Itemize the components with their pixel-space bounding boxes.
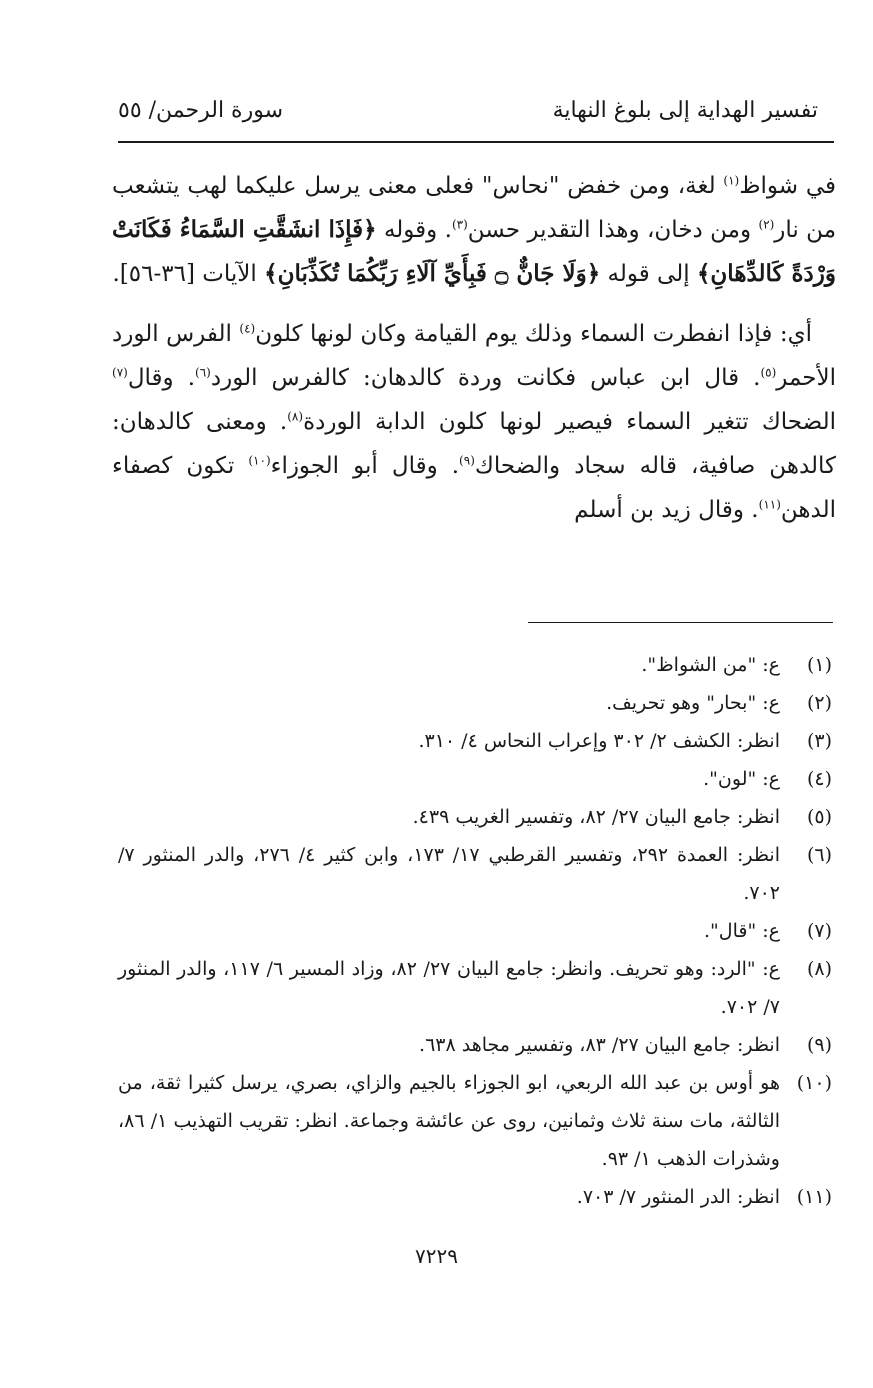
footnote-number: (١١) — [796, 1186, 832, 1208]
footnote-text: انظر: العمدة ٢٩٢، وتفسير القرطبي ١٧/ ١٧٣، وابن كثير ٤/ ٢٧٦، والدر المنثور ٧/ ٧٠٢. — [118, 844, 780, 904]
footnote-text: انظر: جامع البيان ٢٧/ ٨٣، وتفسير مجاهد ٦٣٨. — [419, 1034, 780, 1056]
quran-verse: ﴿فَإِذَا انشَقَّتِ السَّمَاءُ فَكَانَتْ وَرْدَةً كَالدِّهَانِ﴾ — [112, 216, 836, 287]
footnote-ref: (١١) — [758, 497, 781, 512]
footnote-ref: (٢) — [758, 217, 775, 232]
quran-verse: ﴿وَلَا جَانٌّ ۝ فَبِأَيِّ آلَاءِ رَبِّكُمَا تُكَذِّبَانِ﴾ — [264, 260, 601, 287]
footnote-item — [118, 798, 832, 836]
footnote-text: انظر: الكشف ٢/ ٣٠٢ وإعراب النحاس ٤/ ٣١٠. — [418, 730, 780, 752]
footnote-item — [118, 1064, 832, 1178]
footnote-item — [118, 1178, 832, 1216]
footnote-ref: (١٠) — [248, 453, 271, 468]
page-number: ٧٢٢٩ — [415, 1244, 458, 1268]
footnote-number: (٣) — [806, 730, 832, 752]
footnote-number: (٨) — [806, 958, 832, 980]
footnote-text: ع: "من الشواظ". — [641, 654, 780, 676]
footnote-number: (١) — [806, 654, 832, 676]
footnote-text: ع: "بحار" وهو تحريف. — [606, 692, 780, 714]
book-title: تفسير الهداية إلى بلوغ النهاية — [552, 98, 818, 123]
footnote-ref: (٦) — [195, 365, 211, 380]
footnote-item — [118, 646, 832, 684]
footnote-item — [118, 912, 832, 950]
footnote-ref: (٥) — [760, 365, 777, 380]
footnote-divider — [528, 622, 833, 623]
footnote-item — [118, 950, 832, 1026]
footnote-item — [118, 722, 832, 760]
footnote-ref: (٩) — [459, 453, 475, 468]
footnote-ref: (٧) — [112, 365, 128, 380]
footnote-number: (٥) — [806, 806, 832, 828]
footnote-ref: (١) — [723, 173, 740, 188]
footnote-number: (١٠) — [796, 1072, 832, 1094]
paragraph-1: في شواظ$^{(١)}$ لغة، ومن خفض "نحاس" فعلى معنى يرسل عليكما لهب يتشعب من نار$^{(٢)}$ ومن دخان، وهذا التقدير حسن$^{(٣)}$. وقوله ﴿فَإِذَا انشَقَّتِ السَّمَاءُ فَكَانَتْ وَرْدَةً كَالدِّهَانِ﴾ إلى قوله ﴿وَلَا جَانٌّ ۝ فَبِأَيِّ آلَاءِ رَبِّكُمَا تُكَذِّبَانِ﴾ الآيات [٣٦-٥٦]. — [112, 173, 837, 287]
main-text — [112, 164, 836, 532]
footnote-text: ع: "لون". — [703, 768, 780, 790]
footnote-item — [118, 684, 832, 722]
footnote-text: انظر: جامع البيان ٢٧/ ٨٢، وتفسير الغريب ٤٣٩. — [412, 806, 780, 828]
paragraph-2: أي: فإذا انفطرت السماء وذلك يوم القيامة وكان لونها كلون$^{(٤)}$ الفرس الورد الأحمر$^{(٥)}$. قال ابن عباس فكانت وردة كالدهان: كالفرس الورد$^{(٦)}$. وقال$^{(٧)}$ الضحاك تتغير السماء فيصير لونها كلون الدابة الوردة$^{(٨)}$. ومعنى كالدهان: كالدهن صافية، قاله سجاد والضحاك$^{(٩)}$. وقال أبو الجوزاء$^{(١٠)}$ تكون كصفاء الدهن$^{(١١)}$. وقال زيد بن أسلم — [112, 321, 836, 523]
header-divider — [118, 141, 834, 143]
footnote-item — [118, 760, 832, 798]
footnotes — [118, 646, 832, 1216]
footnote-number: (٧) — [806, 920, 832, 942]
footnote-text: ع: "الرد: وهو تحريف. وانظر: جامع البيان ٢٧/ ٨٢، وزاد المسير ٦/ ١١٧، والدر المنثور ٧/ ٧٠٢. — [118, 958, 780, 1018]
surah-label: سورة الرحمن/ ٥٥ — [118, 98, 284, 123]
footnote-item — [118, 836, 832, 912]
footnote-text: ع: "قال". — [704, 920, 780, 942]
footnote-number: (٢) — [806, 692, 832, 714]
footnote-item — [118, 1026, 832, 1064]
footnote-number: (٩) — [806, 1034, 832, 1056]
footnote-text: انظر: الدر المنثور ٧/ ٧٠٣. — [576, 1186, 780, 1208]
footnote-number: (٦) — [806, 844, 832, 866]
footnote-ref: (٤) — [239, 321, 256, 336]
footnote-ref: (٣) — [451, 217, 468, 232]
running-header — [118, 98, 818, 138]
footnote-text: هو أوس بن عبد الله الربعي، ابو الجوزاء بالجيم والزاي، بصري، يرسل كثيرا ثقة، من الثالثة، مات سنة ثلاث وثمانين، روى عن عائشة وجماعة. انظر: تقريب التهذيب ١/ ٨٦، وشذرات الذهب ١/ ٩٣. — [118, 1072, 780, 1170]
footnote-ref: (٨) — [287, 409, 304, 424]
footnote-number: (٤) — [806, 768, 832, 790]
